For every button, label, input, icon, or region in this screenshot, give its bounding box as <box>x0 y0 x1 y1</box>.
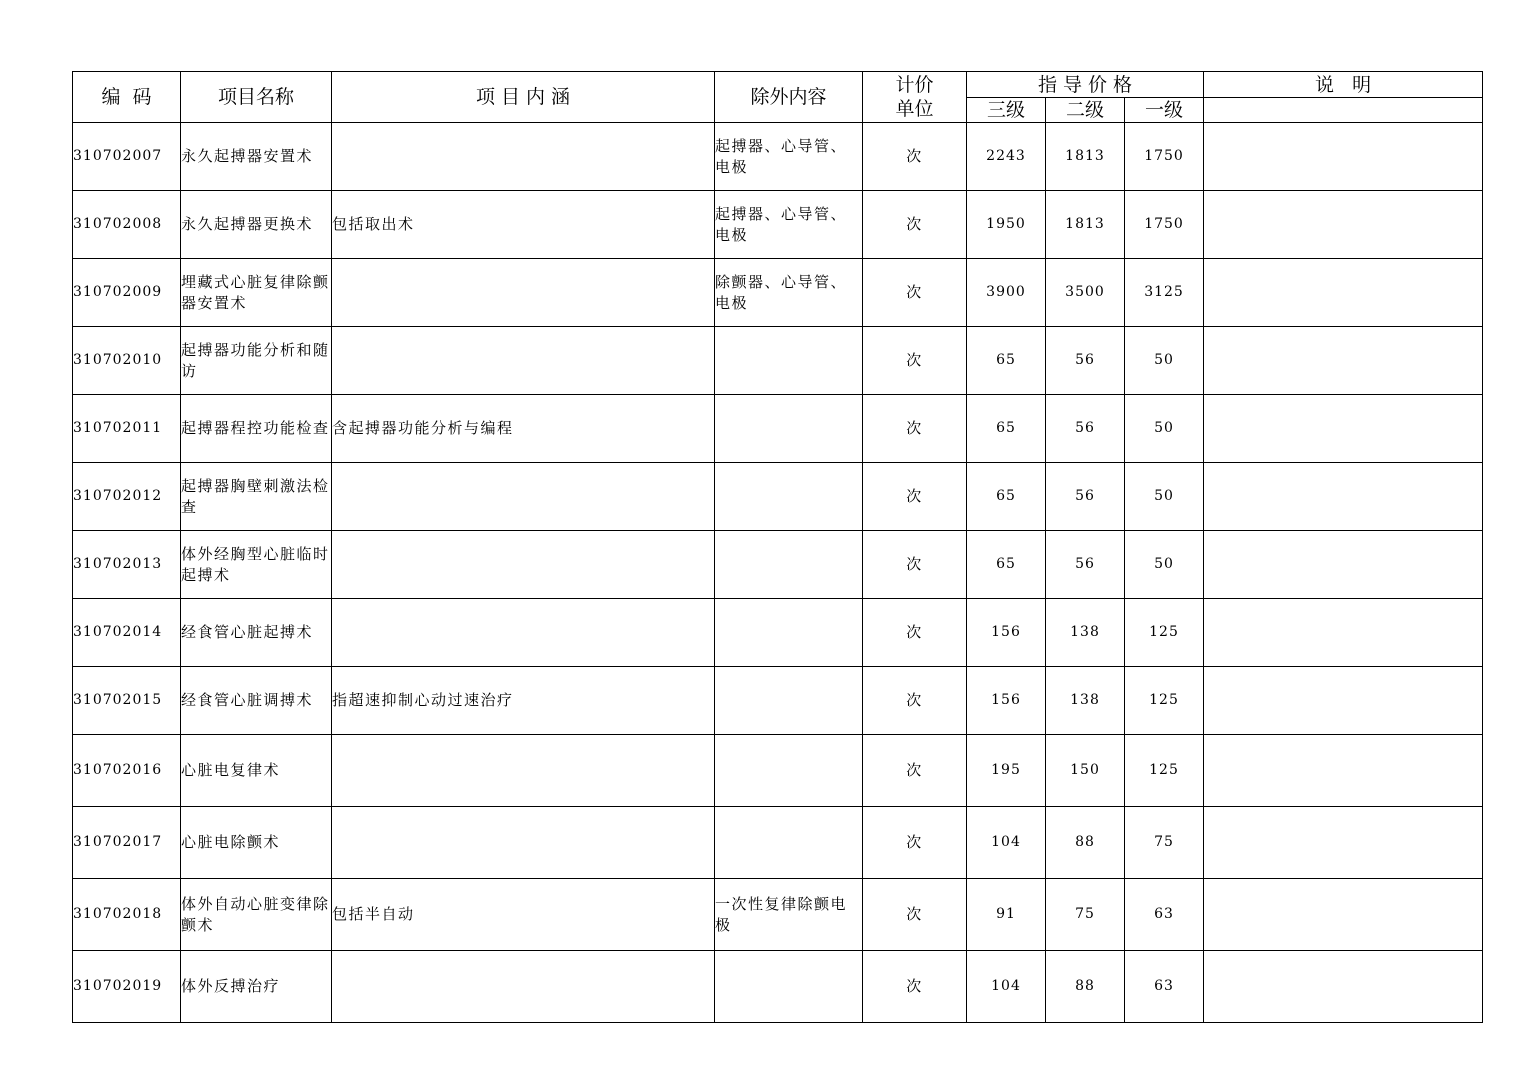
cell-price-level-2: 88 <box>1046 807 1125 879</box>
table-row <box>73 735 1483 807</box>
cell-name: 起搏器胸壁刺激法检查 <box>181 463 332 531</box>
cell-note <box>1204 951 1483 1023</box>
cell-content: 含起搏器功能分析与编程 <box>332 395 715 463</box>
cell-content <box>332 123 715 191</box>
cell-price-level-2: 138 <box>1046 599 1125 667</box>
cell-exclusion <box>715 395 863 463</box>
cell-price-level-2: 56 <box>1046 327 1125 395</box>
cell-price-level-3: 104 <box>967 807 1046 879</box>
cell-price-level-1: 1750 <box>1125 191 1204 259</box>
cell-price-level-2: 88 <box>1046 951 1125 1023</box>
cell-name: 埋藏式心脏复律除颤器安置术 <box>181 259 332 327</box>
table-row <box>73 879 1483 951</box>
header-unit: 计价单位 <box>863 72 967 123</box>
cell-price-level-3: 104 <box>967 951 1046 1023</box>
cell-price-level-2: 3500 <box>1046 259 1125 327</box>
cell-exclusion: 除颤器、心导管、电极 <box>715 259 863 327</box>
cell-name: 永久起搏器安置术 <box>181 123 332 191</box>
header-name: 项目名称 <box>181 72 332 123</box>
cell-content: 包括取出术 <box>332 191 715 259</box>
cell-code: 310702008 <box>73 191 181 259</box>
cell-unit: 次 <box>863 599 967 667</box>
cell-content <box>332 599 715 667</box>
cell-note <box>1204 259 1483 327</box>
cell-price-level-1: 63 <box>1125 951 1204 1023</box>
cell-unit: 次 <box>863 123 967 191</box>
header-level-3: 三级 <box>967 98 1046 123</box>
cell-exclusion: 一次性复律除颤电极 <box>715 879 863 951</box>
cell-note <box>1204 395 1483 463</box>
cell-name: 起搏器程控功能检查 <box>181 395 332 463</box>
cell-price-level-2: 1813 <box>1046 123 1125 191</box>
header-exclusion: 除外内容 <box>715 72 863 123</box>
cell-name: 体外反搏治疗 <box>181 951 332 1023</box>
cell-name: 体外自动心脏变律除颤术 <box>181 879 332 951</box>
header-note-blank <box>1204 98 1483 123</box>
cell-unit: 次 <box>863 191 967 259</box>
cell-name: 永久起搏器更换术 <box>181 191 332 259</box>
cell-unit: 次 <box>863 327 967 395</box>
cell-price-level-3: 156 <box>967 599 1046 667</box>
table-row <box>73 667 1483 735</box>
cell-code: 310702011 <box>73 395 181 463</box>
cell-exclusion <box>715 735 863 807</box>
cell-exclusion <box>715 667 863 735</box>
table-body <box>73 123 1483 1023</box>
cell-content: 指超速抑制心动过速治疗 <box>332 667 715 735</box>
cell-note <box>1204 879 1483 951</box>
cell-code: 310702015 <box>73 667 181 735</box>
cell-name: 心脏电复律术 <box>181 735 332 807</box>
header-level-2: 二级 <box>1046 98 1125 123</box>
cell-exclusion: 起搏器、心导管、电极 <box>715 123 863 191</box>
cell-price-level-2: 1813 <box>1046 191 1125 259</box>
cell-content: 包括半自动 <box>332 879 715 951</box>
cell-unit: 次 <box>863 395 967 463</box>
table-row <box>73 599 1483 667</box>
cell-note <box>1204 667 1483 735</box>
cell-price-level-1: 63 <box>1125 879 1204 951</box>
cell-price-level-1: 125 <box>1125 735 1204 807</box>
table-row <box>73 259 1483 327</box>
cell-price-level-1: 50 <box>1125 395 1204 463</box>
cell-exclusion <box>715 951 863 1023</box>
cell-content <box>332 463 715 531</box>
cell-price-level-3: 65 <box>967 327 1046 395</box>
cell-content <box>332 807 715 879</box>
table-row <box>73 327 1483 395</box>
header-code: 编 码 <box>73 72 181 123</box>
cell-note <box>1204 735 1483 807</box>
table-header <box>73 72 1483 123</box>
cell-price-level-3: 3900 <box>967 259 1046 327</box>
cell-price-level-1: 50 <box>1125 531 1204 599</box>
cell-note <box>1204 123 1483 191</box>
cell-content <box>332 951 715 1023</box>
table-row <box>73 951 1483 1023</box>
cell-unit: 次 <box>863 879 967 951</box>
cell-price-level-3: 65 <box>967 463 1046 531</box>
header-note: 说 明 <box>1204 72 1483 98</box>
cell-price-level-3: 195 <box>967 735 1046 807</box>
cell-code: 310702007 <box>73 123 181 191</box>
header-guide-price: 指 导 价 格 <box>967 72 1204 98</box>
cell-unit: 次 <box>863 807 967 879</box>
cell-price-level-2: 56 <box>1046 531 1125 599</box>
cell-code: 310702019 <box>73 951 181 1023</box>
table-row <box>73 463 1483 531</box>
cell-exclusion <box>715 599 863 667</box>
cell-price-level-1: 125 <box>1125 667 1204 735</box>
cell-price-level-1: 125 <box>1125 599 1204 667</box>
cell-exclusion <box>715 531 863 599</box>
cell-price-level-2: 150 <box>1046 735 1125 807</box>
cell-note <box>1204 531 1483 599</box>
header-level-1: 一级 <box>1125 98 1204 123</box>
cell-unit: 次 <box>863 667 967 735</box>
cell-name: 经食管心脏起搏术 <box>181 599 332 667</box>
cell-exclusion <box>715 327 863 395</box>
table-row <box>73 395 1483 463</box>
cell-content <box>332 531 715 599</box>
cell-exclusion <box>715 463 863 531</box>
cell-note <box>1204 807 1483 879</box>
table-row <box>73 191 1483 259</box>
cell-content <box>332 735 715 807</box>
table-row <box>73 807 1483 879</box>
cell-note <box>1204 599 1483 667</box>
cell-content <box>332 327 715 395</box>
cell-code: 310702016 <box>73 735 181 807</box>
cell-price-level-2: 75 <box>1046 879 1125 951</box>
cell-exclusion: 起搏器、心导管、电极 <box>715 191 863 259</box>
cell-code: 310702018 <box>73 879 181 951</box>
cell-code: 310702012 <box>73 463 181 531</box>
cell-price-level-1: 50 <box>1125 463 1204 531</box>
cell-price-level-2: 56 <box>1046 463 1125 531</box>
cell-unit: 次 <box>863 259 967 327</box>
cell-price-level-1: 75 <box>1125 807 1204 879</box>
cell-exclusion <box>715 807 863 879</box>
cell-note <box>1204 327 1483 395</box>
cell-unit: 次 <box>863 951 967 1023</box>
cell-unit: 次 <box>863 531 967 599</box>
cell-content <box>332 259 715 327</box>
cell-price-level-3: 156 <box>967 667 1046 735</box>
cell-unit: 次 <box>863 463 967 531</box>
cell-price-level-1: 3125 <box>1125 259 1204 327</box>
cell-name: 经食管心脏调搏术 <box>181 667 332 735</box>
cell-name: 起搏器功能分析和随访 <box>181 327 332 395</box>
cell-code: 310702013 <box>73 531 181 599</box>
cell-note <box>1204 191 1483 259</box>
cell-name: 体外经胸型心脏临时起搏术 <box>181 531 332 599</box>
cell-code: 310702014 <box>73 599 181 667</box>
cell-unit: 次 <box>863 735 967 807</box>
cell-price-level-3: 65 <box>967 531 1046 599</box>
table-row <box>73 123 1483 191</box>
cell-price-level-1: 1750 <box>1125 123 1204 191</box>
cell-price-level-3: 2243 <box>967 123 1046 191</box>
cell-price-level-2: 56 <box>1046 395 1125 463</box>
header-content: 项 目 内 涵 <box>332 72 715 123</box>
cell-code: 310702017 <box>73 807 181 879</box>
cell-price-level-3: 65 <box>967 395 1046 463</box>
cell-price-level-2: 138 <box>1046 667 1125 735</box>
cell-price-level-3: 1950 <box>967 191 1046 259</box>
cell-code: 310702010 <box>73 327 181 395</box>
cell-price-level-3: 91 <box>967 879 1046 951</box>
cell-note <box>1204 463 1483 531</box>
cell-price-level-1: 50 <box>1125 327 1204 395</box>
cell-name: 心脏电除颤术 <box>181 807 332 879</box>
price-table <box>72 71 1483 1023</box>
table-row <box>73 531 1483 599</box>
cell-code: 310702009 <box>73 259 181 327</box>
